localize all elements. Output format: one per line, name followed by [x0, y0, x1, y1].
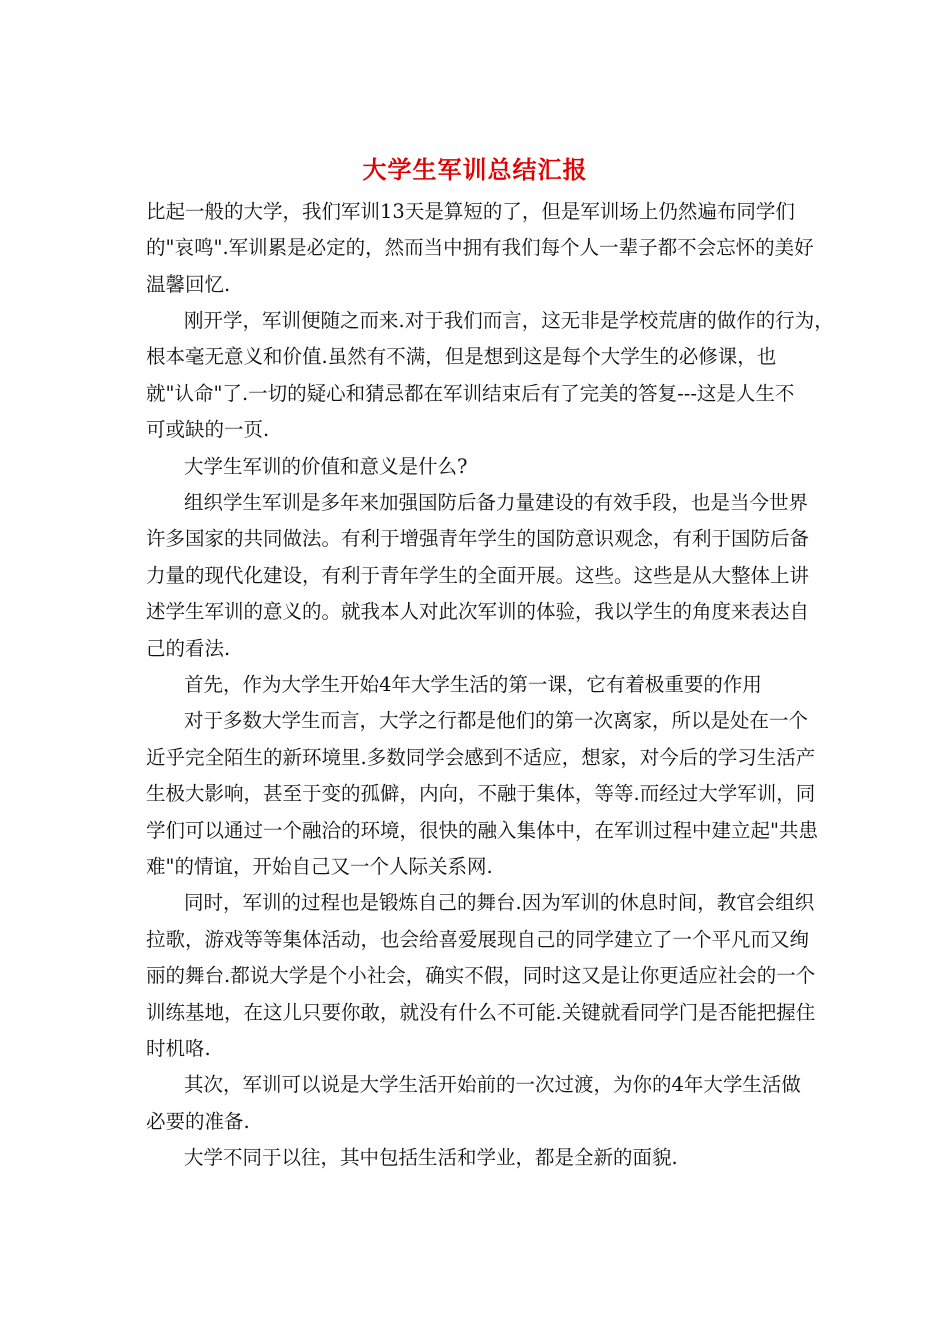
- text-line: 必要的准备.: [146, 1110, 250, 1133]
- text-line: 同时，军训的过程也是锻炼自己的舞台.因为军训的休息时间，教官会组织: [184, 891, 815, 914]
- text-line: 温馨回忆.: [146, 273, 231, 296]
- text-line: 训练基地，在这儿只要你敢，就没有什么不可能.关键就看同学门是否能把握住: [146, 1001, 816, 1024]
- text-line: 力量的现代化建设，有利于青年学生的全面开展。这些。这些是从大整体上讲: [146, 564, 810, 587]
- text-line: 难"的情谊，开始自己又一个人际关系网.: [146, 855, 493, 878]
- text-line: 许多国家的共同做法。有利于增强青年学生的国防意识观念，有利于国防后备: [146, 527, 810, 550]
- text-line: 大学生军训的价值和意义是什么?: [184, 455, 468, 478]
- text-line: 比起一般的大学，我们军训13天是算短的了，但是军训场上仍然遍布同学们: [146, 200, 795, 223]
- text-line: 生极大影响，甚至于变的孤僻，内向，不融于集体，等等.而经过大学军训，同: [146, 782, 816, 805]
- text-line: 时机咯.: [146, 1037, 211, 1060]
- text-line: 刚开学，军训便随之而来.对于我们而言，这无非是学校荒唐的做作的行为，: [184, 309, 834, 332]
- text-line: 其次，军训可以说是大学生活开始前的一次过渡，为你的4年大学生活做: [184, 1073, 801, 1096]
- text-line: 可或缺的一页.: [146, 418, 270, 441]
- text-line: 的"哀鸣".军训累是必定的，然而当中拥有我们每个人一辈子都不会忘怀的美好: [146, 236, 814, 259]
- text-line: 大学不同于以往，其中包括生活和学业，都是全新的面貌.: [184, 1146, 678, 1169]
- text-line: 述学生军训的意义的。就我本人对此次军训的体验，我以学生的角度来表达自: [146, 600, 810, 623]
- text-line: 丽的舞台.都说大学是个小社会，确实不假，同时这又是让你更适应社会的一个: [146, 964, 816, 987]
- text-line: 己的看法.: [146, 637, 231, 660]
- text-line: 组织学生军训是多年来加强国防后备力量建设的有效手段，也是当今世界: [184, 491, 809, 514]
- text-line: 学们可以通过一个融洽的环境，很快的融入集体中，在军训过程中建立起"共患: [146, 819, 818, 842]
- text-line: 根本毫无意义和价值.虽然有不满，但是想到这是每个大学生的必修课，也: [146, 345, 777, 368]
- document-title: 大学生军训总结汇报: [362, 155, 588, 184]
- text-line: 拉歌，游戏等等集体活动，也会给喜爱展现自己的同学建立了一个平凡而又绚: [146, 928, 810, 951]
- text-line: 首先，作为大学生开始4年大学生活的第一课，它有着极重要的作用: [184, 673, 762, 696]
- text-line: 就"认命"了.一切的疑心和猜忌都在军训结束后有了完美的答复---这是人生不: [146, 382, 795, 405]
- text-line: 对于多数大学生而言，大学之行都是他们的第一次离家，所以是处在一个: [184, 709, 809, 732]
- text-line: 近乎完全陌生的新环境里.多数同学会感到不适应，想家，对今后的学习生活产: [146, 746, 816, 769]
